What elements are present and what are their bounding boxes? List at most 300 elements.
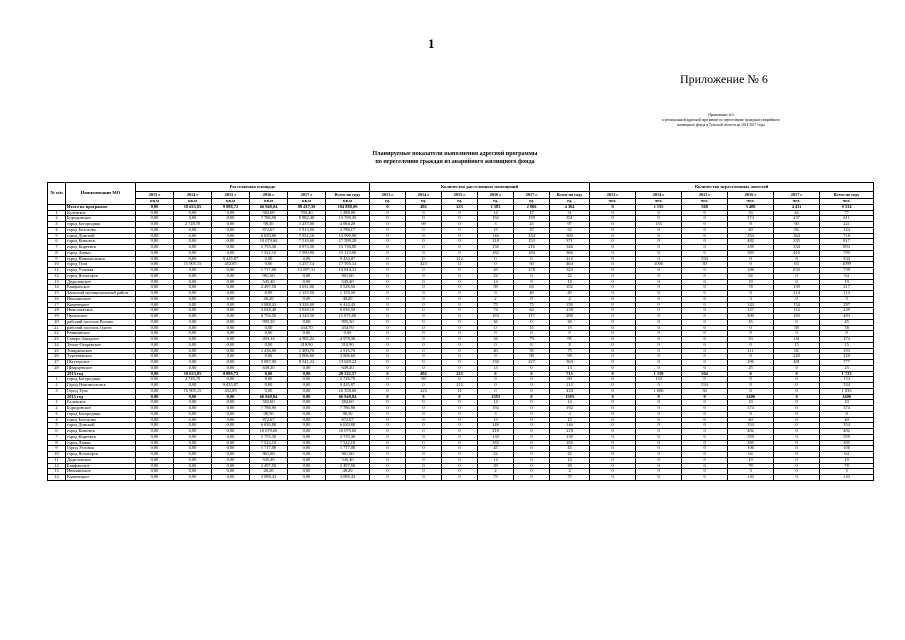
row-value-cell: 0 — [590, 388, 636, 394]
row-value-cell: 582,60 — [250, 210, 288, 216]
row-value-cell: 0,00 — [136, 452, 174, 458]
row-value-cell: 363 — [550, 360, 590, 366]
row-value-cell: 75 — [478, 302, 514, 308]
row-value-cell: 0,00 — [326, 331, 370, 337]
row-municipality-name: Шварцевское — [66, 365, 136, 371]
row-value-cell: 0 — [370, 216, 406, 222]
row-municipality-name: 2013 год — [66, 371, 136, 377]
row-value-cell: 0 — [406, 227, 442, 233]
row-value-cell: 15 730,80 — [326, 245, 370, 251]
row-value-cell: 0 — [478, 256, 514, 262]
row-value-cell: 40,20 — [250, 296, 288, 302]
row-value-cell: 545,40 — [326, 457, 370, 463]
row-value-cell: 1 717,00 — [250, 446, 288, 452]
row-value-cell: 0,00 — [288, 457, 326, 463]
row-value-cell: 0 — [636, 452, 682, 458]
header-group-premises: Количество расселенных помещений — [370, 183, 590, 192]
row-value-cell: 13 990,90 — [326, 233, 370, 239]
row-value-cell: 0 — [478, 371, 514, 377]
row-municipality-name: Епифанское — [66, 463, 136, 469]
row-value-cell: 0 — [514, 475, 550, 481]
row-value-cell: 0 — [682, 342, 728, 348]
row-value-cell: 143 — [728, 302, 774, 308]
row-value-cell: 8 541,22 — [288, 360, 326, 366]
row-value-cell: 15 — [550, 325, 590, 331]
row-value-cell: 0,00 — [212, 308, 250, 314]
row-value-cell: 58 — [774, 325, 820, 331]
row-value-cell: 127 — [728, 308, 774, 314]
row-value-cell: 0 — [682, 406, 728, 412]
row-value-cell: 0 — [774, 331, 820, 337]
row-value-cell: 0,00 — [136, 227, 174, 233]
row-value-cell: 182 — [478, 250, 514, 256]
row-number: 2 — [48, 383, 66, 389]
row-value-cell: 37 — [514, 227, 550, 233]
row-municipality-name: Каменецкое — [66, 475, 136, 481]
row-value-cell: 40 — [478, 348, 514, 354]
row-value-cell: 239 — [820, 308, 874, 314]
row-value-cell: 0 — [636, 434, 682, 440]
row-municipality-name: Тепло-Огаревское — [66, 342, 136, 348]
row-value-cell: 0 — [514, 434, 550, 440]
row-municipality-name: Тургеневское — [66, 354, 136, 360]
row-value-cell: 5 755,30 — [250, 245, 288, 251]
row-value-cell: 0 — [682, 337, 728, 343]
row-value-cell: 0 — [370, 371, 406, 377]
row-value-cell: 0 — [682, 319, 728, 325]
row-value-cell: 0 — [478, 331, 514, 337]
row-value-cell: 0 — [442, 308, 478, 314]
header-num: № п/п — [48, 183, 66, 205]
row-value-cell: 0 — [636, 233, 682, 239]
row-value-cell: 0 — [774, 446, 820, 452]
row-value-cell: 452,85 — [212, 388, 250, 394]
header-unit: чел. — [636, 199, 682, 205]
row-value-cell: 0 — [514, 423, 550, 429]
row-value-cell: 0,00 — [288, 365, 326, 371]
row-value-cell: 3 326,00 — [288, 302, 326, 308]
row-value-cell: 0,00 — [288, 296, 326, 302]
row-municipality-name: город Ясногорск — [66, 452, 136, 458]
row-value-cell: 0 — [590, 216, 636, 222]
row-value-cell: 153 — [820, 377, 874, 383]
row-value-cell: 0 — [636, 319, 682, 325]
row-number: 16 — [48, 296, 66, 302]
row-value-cell: 0,00 — [174, 233, 212, 239]
row-value-cell: 0 — [636, 250, 682, 256]
row-value-cell: 218 — [478, 239, 514, 245]
row-value-cell: 0 — [514, 406, 550, 412]
row-value-cell: 0,00 — [288, 463, 326, 469]
row-value-cell: 0,00 — [174, 308, 212, 314]
row-value-cell: 1 288,00 — [326, 210, 370, 216]
row-value-cell: 705,40 — [288, 210, 326, 216]
row-value-cell: 130 — [550, 434, 590, 440]
row-value-cell: 0,00 — [250, 325, 288, 331]
row-value-cell: 0,00 — [136, 268, 174, 274]
row-number: 4 — [48, 417, 66, 423]
row-value-cell: 0 — [728, 354, 774, 360]
row-value-cell: 366 — [550, 250, 590, 256]
row-value-cell: 0 — [442, 222, 478, 228]
row-value-cell: 0 — [590, 325, 636, 331]
table-row — [48, 475, 874, 481]
row-value-cell: 0 — [370, 250, 406, 256]
row-value-cell: 45 — [478, 268, 514, 274]
row-value-cell: 15 — [478, 227, 514, 233]
row-value-cell: 3 — [820, 469, 874, 475]
row-value-cell: 0 — [728, 342, 774, 348]
row-number: 6 — [48, 239, 66, 245]
row-value-cell: 0,00 — [212, 222, 250, 228]
row-value-cell: 2 — [478, 469, 514, 475]
appendix-note — [608, 113, 834, 128]
row-value-cell: 0 — [590, 204, 636, 210]
row-value-cell: 0 — [636, 337, 682, 343]
row-value-cell: 0,00 — [136, 423, 174, 429]
row-value-cell: 0 — [682, 394, 728, 400]
row-value-cell: 545,40 — [250, 279, 288, 285]
row-value-cell: 0 — [590, 250, 636, 256]
row-value-cell: 0,00 — [174, 239, 212, 245]
row-value-cell: 0,00 — [212, 210, 250, 216]
row-value-cell: 98 — [550, 354, 590, 360]
row-value-cell: 0,00 — [136, 331, 174, 337]
row-value-cell: 9 435,87 — [212, 383, 250, 389]
row-value-cell: 0 — [442, 302, 478, 308]
row-number: 23 — [48, 337, 66, 343]
row-value-cell: 0 — [406, 463, 442, 469]
row-value-cell: 19 — [820, 457, 874, 463]
row-value-cell: 0,00 — [250, 262, 288, 268]
row-value-cell: 153 — [636, 377, 682, 383]
row-value-cell: 40 — [550, 291, 590, 297]
row-value-cell: 0 — [636, 342, 682, 348]
header-group-residents: Количество переселенных жителей — [590, 183, 874, 192]
row-value-cell: 15 — [478, 417, 514, 423]
row-value-cell: 15 905,15 — [174, 388, 212, 394]
row-value-cell: 0 — [590, 227, 636, 233]
row-municipality-name: Город Тула — [66, 388, 136, 394]
row-value-cell: 0 — [682, 210, 728, 216]
row-value-cell: 1 006 — [636, 388, 682, 394]
row-value-cell: 0 — [636, 406, 682, 412]
row-value-cell: 0,00 — [136, 296, 174, 302]
row-value-cell: 0,00 — [174, 406, 212, 412]
row-value-cell: 0 — [406, 457, 442, 463]
row-value-cell: 0 — [442, 233, 478, 239]
row-municipality-name: Епифанское — [66, 285, 136, 291]
row-value-cell: 0 — [590, 400, 636, 406]
row-value-cell: 0 — [370, 331, 406, 337]
row-value-cell: 0 — [636, 348, 682, 354]
row-value-cell: 0 — [406, 325, 442, 331]
row-value-cell: 0 — [370, 337, 406, 343]
row-value-cell: 39 — [550, 463, 590, 469]
row-value-cell: 0 — [590, 268, 636, 274]
row-value-cell: 0 — [406, 245, 442, 251]
row-number: 14 — [48, 285, 66, 291]
row-value-cell: 0 — [590, 262, 636, 268]
row-value-cell: 218 — [550, 429, 590, 435]
row-value-cell: 2 066 — [514, 204, 550, 210]
row-value-cell: 0 — [774, 417, 820, 423]
row-value-cell: 0 — [370, 429, 406, 435]
row-value-cell: 45 — [820, 319, 874, 325]
row-value-cell: 0,00 — [174, 429, 212, 435]
row-municipality-name: город Болохово — [66, 227, 136, 233]
row-value-cell: 0,00 — [136, 457, 174, 463]
row-value-cell: 0 — [442, 279, 478, 285]
row-municipality-name: Ревякинское — [66, 331, 136, 337]
header-year: 2013 г — [136, 192, 174, 199]
row-value-cell: 0 — [682, 250, 728, 256]
row-value-cell: 0,00 — [212, 463, 250, 469]
row-number: 1 — [48, 377, 66, 383]
row-value-cell: 218 — [478, 429, 514, 435]
row-value-cell: 0 — [590, 314, 636, 320]
row-value-cell: 0 — [514, 440, 550, 446]
row-municipality-name: город Тула — [66, 262, 136, 268]
row-value-cell: 0 — [682, 285, 728, 291]
row-value-cell: 872,67 — [250, 227, 288, 233]
row-value-cell: 0 — [682, 463, 728, 469]
row-value-cell: 0 — [514, 394, 550, 400]
row-value-cell: 0 — [478, 383, 514, 389]
row-value-cell: 0 — [370, 457, 406, 463]
row-value-cell: 8 — [820, 411, 874, 417]
row-value-cell: 0 — [442, 452, 478, 458]
row-number: 4 — [48, 227, 66, 233]
row-value-cell: 18 633,85 — [174, 371, 212, 377]
row-value-cell: 3400 — [820, 394, 874, 400]
row-value-cell: 97 — [550, 222, 590, 228]
row-value-cell: 124 — [820, 227, 874, 233]
row-value-cell: 3 906,60 — [288, 354, 326, 360]
row-value-cell: 0 — [514, 388, 550, 394]
row-value-cell: 0,00 — [212, 475, 250, 481]
row-value-cell: 13 097,31 — [288, 268, 326, 274]
row-value-cell: 0,00 — [174, 400, 212, 406]
row-value-cell: 0,00 — [174, 337, 212, 343]
row-value-cell: 0,00 — [212, 469, 250, 475]
row-value-cell: 0,00 — [174, 210, 212, 216]
row-value-cell: 0,00 — [250, 331, 288, 337]
row-value-cell: 423 — [406, 262, 442, 268]
row-value-cell: 354 — [728, 233, 774, 239]
row-value-cell: 0,00 — [136, 400, 174, 406]
row-value-cell: 1 723 — [820, 371, 874, 377]
row-value-cell: 0 — [406, 233, 442, 239]
row-value-cell: 0,00 — [212, 377, 250, 383]
row-value-cell: 150 — [550, 302, 590, 308]
row-value-cell: 335 — [774, 239, 820, 245]
row-value-cell: 9 534 — [820, 204, 874, 210]
row-value-cell: 0,00 — [212, 291, 250, 297]
row-value-cell: 0 — [514, 411, 550, 417]
row-value-cell: 0 — [442, 446, 478, 452]
row-value-cell: 28 522,57 — [326, 371, 370, 377]
row-value-cell: 106 — [728, 446, 774, 452]
row-value-cell: 0 — [442, 331, 478, 337]
row-value-cell: 0 — [682, 239, 728, 245]
header-year: 2014 г — [174, 192, 212, 199]
row-value-cell: 163 — [478, 314, 514, 320]
row-number: 26 — [48, 354, 66, 360]
row-value-cell: 0 — [442, 434, 478, 440]
row-value-cell: 0,00 — [136, 314, 174, 320]
row-value-cell: 0 — [590, 354, 636, 360]
row-number: 12 — [48, 463, 66, 469]
row-value-cell: 184 — [514, 250, 550, 256]
row-value-cell: 0 — [774, 406, 820, 412]
row-value-cell: 0 — [370, 222, 406, 228]
row-value-cell: 0 — [406, 337, 442, 343]
row-value-cell: 0 — [514, 463, 550, 469]
row-value-cell: 0 — [442, 273, 478, 279]
row-value-cell: 0 — [774, 469, 820, 475]
header-year: 2016 г — [250, 192, 288, 199]
row-value-cell: 0 — [682, 469, 728, 475]
row-value-cell: 75 — [550, 475, 590, 481]
row-number: 6 — [48, 429, 66, 435]
row-value-cell: 66 948,04 — [250, 394, 288, 400]
row-value-cell: 0 — [682, 475, 728, 481]
row-value-cell: 14 — [478, 210, 514, 216]
row-value-cell: 0 — [590, 308, 636, 314]
row-value-cell: 0 — [370, 463, 406, 469]
row-value-cell: 0 — [636, 285, 682, 291]
row-value-cell: 0 — [590, 319, 636, 325]
row-value-cell: 16 — [478, 337, 514, 343]
row-value-cell: 0 — [406, 400, 442, 406]
row-value-cell: 0,00 — [136, 342, 174, 348]
row-value-cell: 0,00 — [250, 256, 288, 262]
row-value-cell: 7 351,10 — [288, 233, 326, 239]
row-value-cell: 0 — [636, 463, 682, 469]
row-value-cell: 217 — [820, 285, 874, 291]
row-value-cell: 0,00 — [288, 273, 326, 279]
row-value-cell: 0 — [636, 440, 682, 446]
row-value-cell: 0,00 — [136, 308, 174, 314]
row-value-cell: 0,00 — [174, 291, 212, 297]
row-value-cell: 0,00 — [288, 446, 326, 452]
row-value-cell: 0 — [370, 285, 406, 291]
row-value-cell: 98 — [514, 354, 550, 360]
row-value-cell: 0 — [370, 273, 406, 279]
row-value-cell: 36 — [478, 319, 514, 325]
row-value-cell: 0 — [514, 446, 550, 452]
row-value-cell: 961,60 — [326, 452, 370, 458]
row-value-cell: 193 — [820, 348, 874, 354]
row-value-cell: 0,00 — [288, 319, 326, 325]
row-value-cell: 0,00 — [212, 285, 250, 291]
row-value-cell: 0,00 — [136, 463, 174, 469]
row-value-cell: 0 — [682, 268, 728, 274]
row-value-cell: 1583 — [478, 394, 514, 400]
row-value-cell: 0 — [514, 371, 550, 377]
header-year: 2015 г — [682, 192, 728, 199]
row-value-cell: 79 — [514, 337, 550, 343]
row-value-cell: 78 — [820, 463, 874, 469]
row-value-cell: 0 — [406, 411, 442, 417]
row-value-cell: 69 — [406, 222, 442, 228]
row-value-cell: 0 — [442, 360, 478, 366]
row-value-cell: 0,00 — [174, 227, 212, 233]
row-value-cell: 0 — [590, 371, 636, 377]
row-value-cell: 0 — [406, 394, 442, 400]
row-value-cell: 182 — [550, 440, 590, 446]
row-value-cell: 0,00 — [136, 262, 174, 268]
row-value-cell: 534 — [820, 256, 874, 262]
header-unit: ед. — [550, 199, 590, 205]
row-value-cell: 0,00 — [212, 411, 250, 417]
row-value-cell: 159 — [514, 216, 550, 222]
row-value-cell: 0 — [370, 314, 406, 320]
row-number: 9 — [48, 256, 66, 262]
row-value-cell: 98,50 — [250, 411, 288, 417]
row-value-cell: 534 — [774, 245, 820, 251]
row-municipality-name: Город Узловая — [66, 446, 136, 452]
row-value-cell: 718 — [820, 233, 874, 239]
row-value-cell: 0 — [370, 319, 406, 325]
row-value-cell: 1 913,50 — [288, 227, 326, 233]
row-value-cell: 5 528,50 — [326, 285, 370, 291]
title-line: Планируемые показатели выполнения адресной программы — [372, 151, 538, 157]
row-value-cell: 0 — [636, 273, 682, 279]
row-value-cell: 141 — [774, 337, 820, 343]
row-value-cell: 0,00 — [174, 360, 212, 366]
row-value-cell: 0 — [442, 216, 478, 222]
row-value-cell: 0 — [442, 440, 478, 446]
row-value-cell: 0 — [590, 273, 636, 279]
row-value-cell: 7 590,90 — [288, 250, 326, 256]
row-value-cell: 30 — [682, 262, 728, 268]
row-value-cell: 374 — [820, 406, 874, 412]
row-value-cell: 0 — [370, 383, 406, 389]
row-value-cell: 0,00 — [212, 233, 250, 239]
row-value-cell: 0 — [774, 319, 820, 325]
row-value-cell: 0,00 — [136, 394, 174, 400]
row-value-cell: 0 — [478, 262, 514, 268]
row-value-cell: 0,00 — [288, 331, 326, 337]
row-value-cell: 371 — [550, 239, 590, 245]
row-value-cell: 0 — [442, 463, 478, 469]
row-value-cell: 2 728,70 — [174, 377, 212, 383]
row-value-cell: 0 — [774, 423, 820, 429]
row-value-cell: 0 — [370, 417, 406, 423]
row-value-cell: 10 079,60 — [250, 239, 288, 245]
row-value-cell: 143 — [820, 475, 874, 481]
row-value-cell: 15 — [820, 342, 874, 348]
row-value-cell: 52 — [550, 227, 590, 233]
row-value-cell: 0 — [442, 319, 478, 325]
row-municipality-name: город Узловая — [66, 268, 136, 274]
row-value-cell: 0 — [590, 452, 636, 458]
row-value-cell: 111 — [728, 348, 774, 354]
row-value-cell: 0 — [774, 429, 820, 435]
row-value-cell: 0 — [774, 388, 820, 394]
row-value-cell: 0,00 — [250, 388, 288, 394]
row-value-cell: 64 — [820, 452, 874, 458]
row-value-cell: 0,00 — [288, 429, 326, 435]
row-value-cell: 4 585,22 — [288, 337, 326, 343]
row-value-cell: 0 — [590, 406, 636, 412]
row-value-cell: 0,00 — [288, 400, 326, 406]
row-value-cell: 0 — [590, 417, 636, 423]
row-value-cell: 0 — [370, 342, 406, 348]
header-unit: кв.м — [288, 199, 326, 205]
